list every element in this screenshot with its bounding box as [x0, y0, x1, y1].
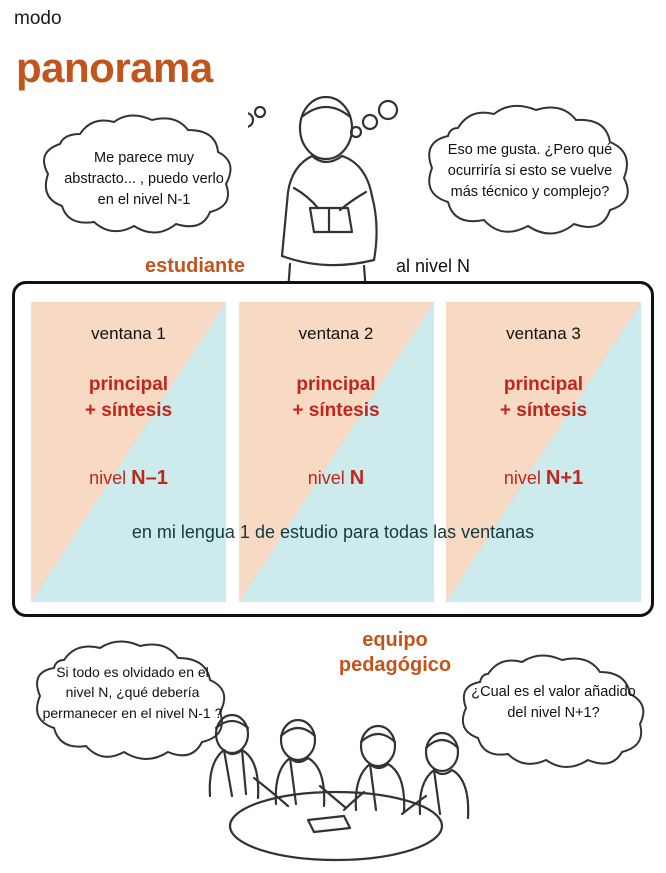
thought-bubble-student-left-text: Me parece muy abstracto... , puedo verlo en el nivel N-1	[64, 150, 224, 209]
window-1-level	[31, 467, 226, 490]
window-2-main	[239, 372, 434, 423]
windows-panel	[12, 281, 654, 617]
window-3-main	[446, 372, 641, 423]
role-label-student: estudiante	[145, 255, 246, 277]
student-level-label: al nivel N	[396, 256, 471, 276]
window-3-main-line2: + síntesis	[499, 399, 588, 421]
window-2-level	[239, 467, 434, 490]
window-1-level-value: N–1	[131, 467, 168, 489]
window-2-title: ventana 2	[298, 324, 374, 343]
windows-row	[31, 302, 641, 602]
window-1-main-line1: principal	[88, 374, 169, 395]
window-2-level-prefix: nivel	[307, 468, 350, 488]
thought-bubble-student-right-text: Eso me gusta. ¿Pero qué ocurriría si esto se vuelve más técnico y complejo?	[447, 142, 613, 201]
window-1-level-prefix: nivel	[89, 468, 132, 488]
window-1-title: ventana 1	[91, 324, 166, 343]
thought-bubble-team-left-text: Si todo es olvidado en el nivel N, ¿qué debería permanecer en el nivel N-1 ?	[42, 664, 223, 721]
window-3-title: ventana 3	[506, 324, 581, 343]
window-3-level	[446, 467, 641, 490]
thought-bubble-student-right	[410, 102, 650, 250]
window-1-main-line2: + síntesis	[84, 399, 173, 421]
window-card-1[interactable]	[31, 302, 226, 602]
window-card-2[interactable]	[239, 302, 434, 602]
thought-bubble-student-left	[26, 112, 256, 247]
window-3-level-prefix: nivel	[503, 468, 546, 488]
window-2-level-value: N	[349, 467, 365, 489]
page-title: panorama	[16, 44, 213, 91]
role-label-team-line1: equipo	[362, 629, 428, 651]
window-3-level-value: N+1	[545, 467, 584, 489]
thought-bubble-team-right-text: ¿Cual es el valor añadido del nivel N+1?	[471, 684, 636, 722]
mode-label: modo	[14, 8, 62, 29]
window-2-main-line1: principal	[296, 374, 376, 395]
window-card-3[interactable]	[446, 302, 641, 602]
role-label-team-line2: pedagógico	[338, 654, 452, 676]
team-illustration	[168, 700, 498, 868]
window-1-main	[31, 372, 226, 423]
window-3-main-line1: principal	[503, 374, 584, 395]
window-2-main-line2: + síntesis	[292, 399, 380, 421]
panel-footer-text: en mi lengua 1 de estudio para todas las ventanas	[131, 522, 535, 542]
